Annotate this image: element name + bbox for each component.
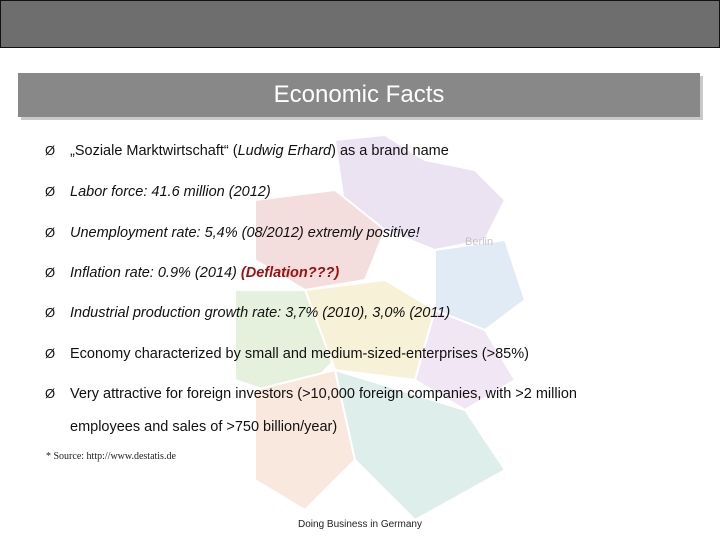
arrow-bullet-icon: Ø: [45, 265, 56, 280]
arrow-bullet-icon: Ø: [45, 184, 56, 199]
deflation-note: (Deflation???): [240, 265, 340, 281]
list-item: Ø Labor force: 41.6 million (2012): [45, 184, 271, 200]
list-item: Ø Inflation rate: 0.9% (2014) (Deflation???): [45, 265, 340, 281]
arrow-bullet-icon: Ø: [45, 305, 56, 320]
list-item: Ø Very attractive for foreign investors (>10,000 foreign companies, with >2 million: [45, 386, 577, 402]
slide-footer: Doing Business in Germany: [298, 519, 422, 530]
arrow-bullet-icon: Ø: [45, 143, 56, 158]
title-banner: [18, 73, 700, 117]
list-item: Ø „Soziale Marktwirtschaft“ (Ludwig Erhard) as a brand name: [45, 143, 449, 159]
header-bar: [0, 0, 720, 48]
map-city-label: Berlin: [465, 236, 494, 248]
arrow-bullet-icon: Ø: [45, 386, 56, 401]
list-item: Ø Industrial production growth rate: 3,7% (2010), 3,0% (2011): [45, 305, 451, 321]
arrow-bullet-icon: Ø: [45, 225, 56, 240]
ludwig-erhard-text: Ludwig Erhard: [237, 143, 332, 159]
slide-title: Economic Facts: [273, 81, 445, 108]
arrow-bullet-icon: Ø: [45, 346, 56, 361]
list-item: Ø Unemployment rate: 5,4% (08/2012) extremly positive!: [45, 225, 420, 241]
bullet-continuation: employees and sales of >750 billion/year): [70, 419, 338, 435]
list-item: Ø Economy characterized by small and medium-sized-enterprises (>85%): [45, 346, 529, 362]
source-note: * Source: http://www.destatis.de: [46, 451, 176, 462]
